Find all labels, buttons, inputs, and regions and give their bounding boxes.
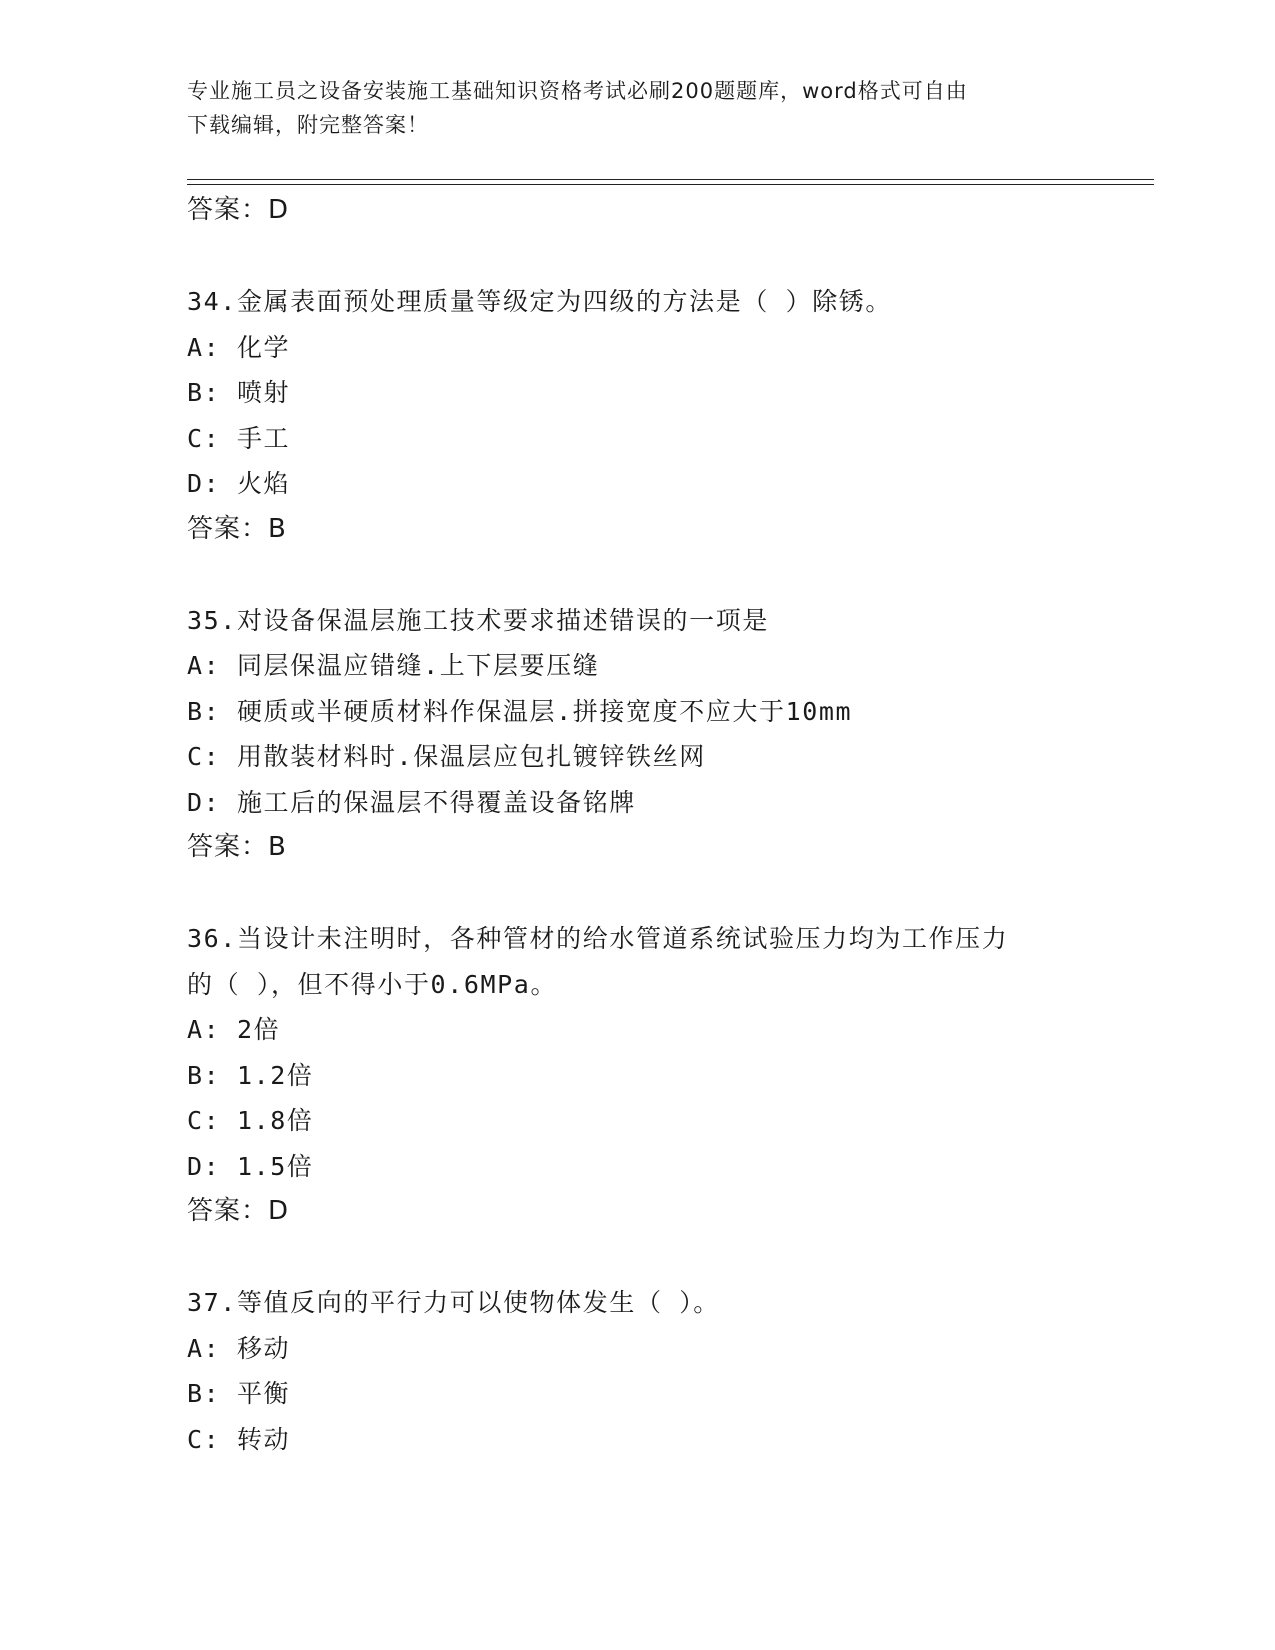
spacer: [187, 871, 1147, 917]
question-35: [187, 598, 1147, 871]
option-a: A: 同层保温应错缝.上下层要压缝: [187, 651, 600, 680]
question-text-line-1: 36.当设计未注明时，各种管材的给水管道系统试验压力均为工作压力: [187, 924, 1009, 953]
question-text-line-2: 的（ ），但不得小于0.6MPa。: [187, 969, 558, 999]
option-a: A: 移动: [187, 1333, 291, 1363]
option-b: B: 硬质或半硬质材料作保温层.拼接宽度不应大于10mm: [187, 696, 853, 726]
header-divider-top: [187, 179, 1154, 180]
option-c: C: 用散装材料时.保温层应包扎镀锌铁丝网: [187, 742, 706, 771]
header-line-1: 专业施工员之设备安装施工基础知识资格考试必刷200题题库，word格式可自由: [187, 79, 968, 103]
option-b: B: 喷射: [187, 378, 291, 407]
question-36: [187, 916, 1147, 1235]
spacer: [187, 1235, 1147, 1281]
option-d: D: 1.5倍: [187, 1151, 314, 1181]
question-text: 34.金属表面预处理质量等级定为四级的方法是（ ）除锈。: [187, 287, 893, 316]
question-text: 35.对设备保温层施工技术要求描述错误的一项是: [187, 605, 769, 635]
spacer: [187, 234, 1147, 280]
option-a: A: 2倍: [187, 1015, 281, 1044]
option-d: D: 施工后的保温层不得覆盖设备铭牌: [187, 787, 636, 817]
question-list: [187, 188, 1147, 1462]
document-header: [187, 74, 1087, 142]
question-34: [187, 279, 1147, 552]
answer-previous: 答案：D: [187, 195, 290, 225]
option-c: C: 转动: [187, 1424, 291, 1454]
header-divider-bottom: [187, 184, 1154, 185]
question-text: 37.等值反向的平行力可以使物体发生（ ）。: [187, 1288, 720, 1317]
option-b: B: 平衡: [187, 1379, 291, 1408]
option-a: A: 化学: [187, 332, 291, 362]
question-37: [187, 1280, 1147, 1462]
spacer: [187, 552, 1147, 598]
answer: 答案：B: [187, 832, 287, 862]
option-b: B: 1.2倍: [187, 1060, 314, 1090]
answer: 答案：D: [187, 1196, 290, 1226]
answer: 答案：B: [187, 513, 287, 544]
header-line-2: 下载编辑，附完整答案！: [187, 113, 429, 137]
option-c: C: 1.8倍: [187, 1106, 314, 1135]
option-c: C: 手工: [187, 423, 291, 453]
option-d: D: 火焰: [187, 469, 291, 498]
